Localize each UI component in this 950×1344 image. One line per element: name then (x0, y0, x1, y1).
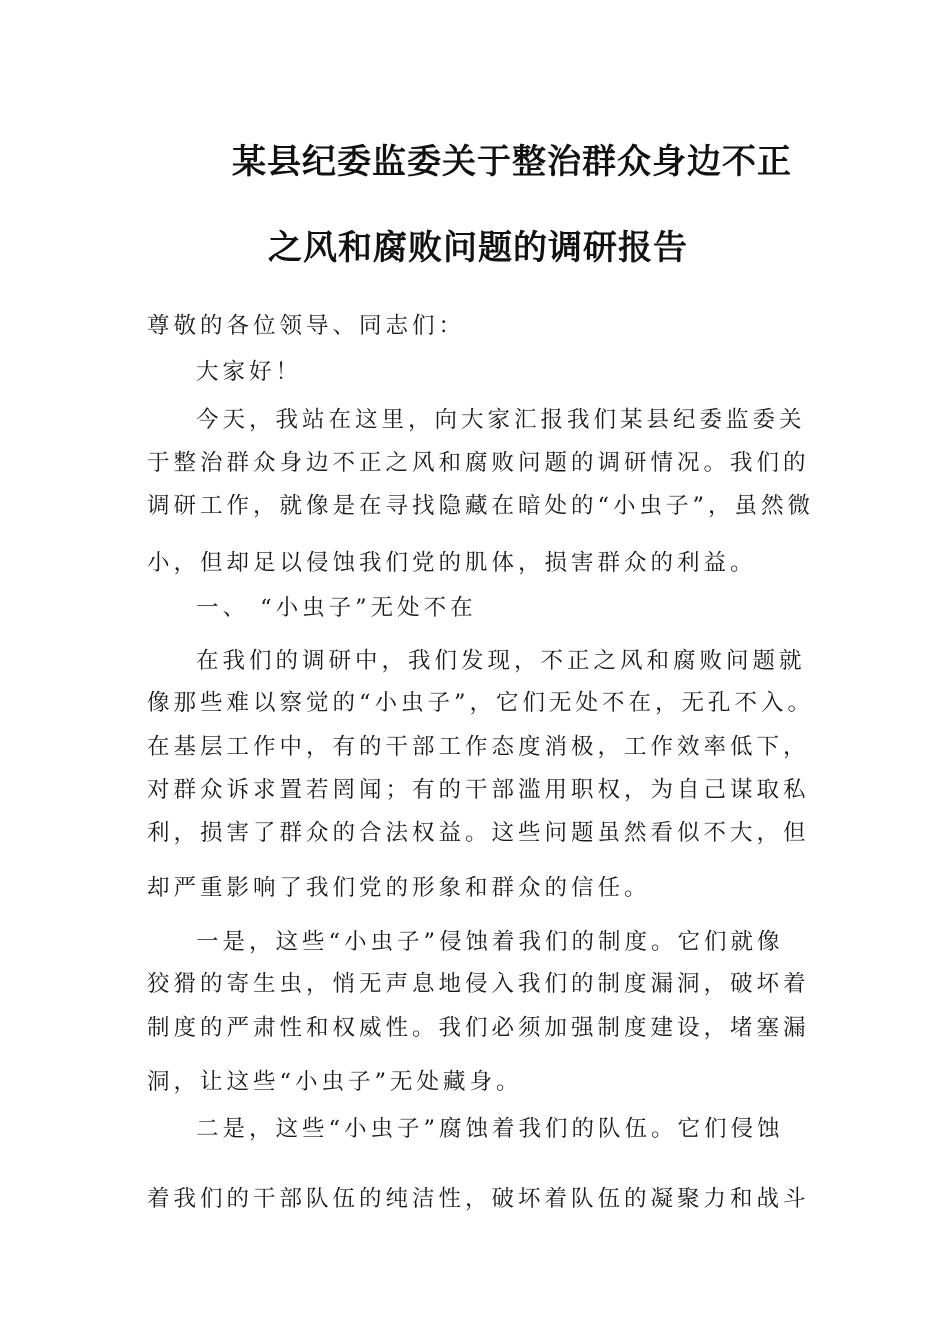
paragraph-line: 今天，我站在这里，向大家汇报我们某县纪委监委关 (196, 407, 806, 433)
paragraph-line: 于整治群众身边不正之风和腐败问题的调研情况。我们的 (147, 450, 810, 476)
paragraph-line: 制度的严肃性和权威性。我们必须加强制度建设，堵塞漏 (147, 1015, 810, 1041)
document-title-line-2: 之风和腐败问题的调研报告 (268, 228, 688, 268)
paragraph-line: 狡猾的寄生虫，悄无声息地侵入我们的制度漏洞，破坏着 (147, 971, 810, 997)
paragraph-line: 调研工作，就像是在寻找隐藏在暗处的“小虫子”，虽然微 (147, 493, 815, 519)
salutation: 尊敬的各位领导、同志们： (147, 313, 466, 339)
paragraph-line: 对群众诉求置若罔闻；有的干部滥用职权，为自己谋取私 (147, 777, 810, 803)
paragraph-line: 洞，让这些“小虫子”无处藏身。 (147, 1069, 523, 1095)
document-title-line-1: 某县纪委监委关于整治群众身边不正 (232, 142, 792, 182)
paragraph-line: 一是，这些“小虫子”侵蚀着我们的制度。它们就像 (196, 929, 784, 955)
section-heading: 一、 “小虫子”无处不在 (196, 595, 477, 621)
paragraph-line: 着我们的干部队伍的纯洁性，破坏着队伍的凝聚力和战斗 (147, 1186, 810, 1212)
paragraph-line: 在我们的调研中，我们发现，不正之风和腐败问题就 (196, 648, 806, 674)
paragraph-line: 二是，这些“小虫子”腐蚀着我们的队伍。它们侵蚀 (196, 1116, 784, 1142)
paragraph-line: 在基层工作中，有的干部工作态度消极，工作效率低下， (147, 734, 810, 760)
paragraph-line: 利，损害了群众的合法权益。这些问题虽然看似不大，但 (147, 820, 810, 846)
paragraph-line: 像那些难以察觉的“小虫子”，它们无处不在，无孔不入。 (147, 690, 815, 716)
paragraph-line: 却严重影响了我们党的形象和群众的信任。 (147, 875, 651, 901)
greeting: 大家好！ (196, 359, 303, 385)
paragraph-line: 小，但却足以侵蚀我们党的肌体，损害群众的利益。 (147, 550, 757, 576)
